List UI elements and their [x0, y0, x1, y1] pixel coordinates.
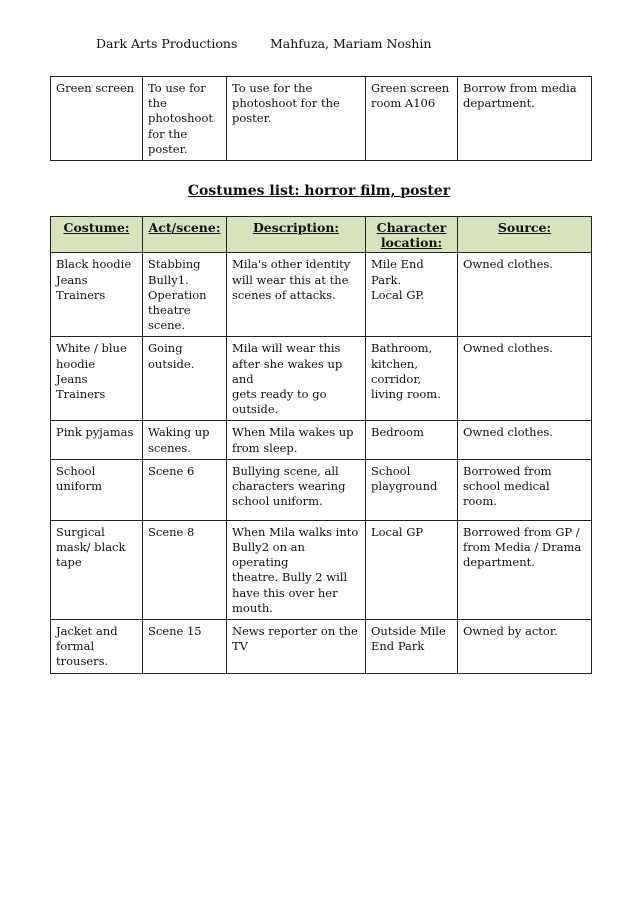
description-cell — [227, 459, 366, 520]
cell-text: room A106 — [371, 96, 436, 111]
cell-text: TV — [232, 639, 248, 654]
cell-text: trousers. — [56, 654, 109, 669]
header-row — [51, 217, 592, 253]
cell-text: Pink pyjamas — [56, 425, 134, 440]
costume-cell — [51, 421, 143, 459]
cell-text: When Mila wakes up — [232, 425, 354, 440]
cell-text: Mila's other identity — [232, 257, 351, 272]
source-cell — [458, 620, 592, 674]
source-cell — [458, 337, 592, 421]
equipment-source-cell — [458, 77, 592, 161]
cell-text: for the — [148, 126, 188, 141]
cell-text: Owned clothes. — [463, 257, 553, 272]
column-header-act-scene: Act/scene: — [143, 217, 227, 253]
table-row — [51, 459, 592, 520]
equipment-item-cell — [51, 77, 143, 161]
author-names: Mahfuza, Mariam Noshin — [270, 36, 432, 51]
scene-cell — [143, 421, 227, 459]
equipment-location-cell — [366, 77, 458, 161]
location-cell — [366, 421, 458, 459]
cell-text: Scene 15 — [148, 624, 202, 639]
scene-cell — [143, 459, 227, 520]
table-row — [51, 337, 592, 421]
cell-text: Green screen — [371, 81, 450, 95]
header-text: location: — [380, 235, 443, 251]
cell-text: White / blue — [56, 341, 127, 356]
cell-text: have this over her — [232, 585, 338, 600]
table-row — [51, 520, 592, 619]
cell-text: mouth. — [232, 600, 273, 615]
cell-text: Outside Mile — [371, 624, 446, 639]
cell-text: scene. — [148, 318, 186, 333]
cell-text: kitchen, — [371, 356, 418, 371]
column-header-source: Source: — [458, 217, 592, 253]
cell-text: playground — [371, 479, 438, 494]
cell-text: Owned clothes. — [463, 425, 553, 440]
cell-text: from Media / Drama — [463, 540, 582, 555]
cell-text: department. — [463, 555, 535, 570]
description-cell — [227, 620, 366, 674]
equipment-description-cell — [227, 77, 366, 161]
cell-text: Scene 6 — [148, 463, 195, 478]
cell-text: corridor, — [371, 371, 422, 386]
costume-cell — [51, 520, 143, 619]
cell-text: Bullying scene, all — [232, 463, 339, 478]
scene-cell — [143, 520, 227, 619]
cell-text: outside. — [232, 402, 279, 417]
cell-text: To use for the — [232, 81, 313, 95]
location-cell — [366, 459, 458, 520]
cell-text: hoodie — [56, 356, 96, 371]
cell-text: from sleep. — [232, 440, 298, 455]
cell-text: Operation — [148, 287, 207, 302]
cell-text: Scene 8 — [148, 524, 195, 539]
cell-text: Surgical — [56, 524, 105, 539]
costumes-table — [50, 216, 592, 674]
cell-text: Borrow from media — [463, 81, 577, 95]
cell-text: the — [148, 96, 167, 111]
company-name: Dark Arts Productions — [96, 36, 238, 51]
description-cell — [227, 253, 366, 337]
cell-text: uniform — [56, 479, 103, 494]
cell-text: Going — [148, 341, 183, 356]
cell-text: Bully2 on an operating — [232, 540, 305, 570]
cell-text: Borrowed from — [463, 463, 552, 478]
cell-text: photoshoot for the — [232, 96, 340, 111]
column-header-costume: Costume: — [51, 217, 143, 253]
cell-text: mask/ black — [56, 540, 126, 555]
column-header-character-location — [366, 217, 458, 253]
location-cell — [366, 620, 458, 674]
cell-text: Black hoodie — [56, 257, 132, 272]
cell-text: End Park — [371, 639, 425, 654]
cell-text: living room. — [371, 387, 441, 402]
cell-text: School — [56, 463, 96, 478]
cell-text: scenes of attacks. — [232, 287, 336, 302]
cell-text: Bathroom, — [371, 341, 433, 356]
costume-cell — [51, 337, 143, 421]
header-text: Character — [376, 220, 447, 235]
cell-text: To use for — [148, 81, 206, 95]
cell-text: Green screen — [56, 81, 135, 95]
cell-text: outside. — [148, 356, 195, 371]
cell-text: after she wakes up and — [232, 356, 343, 386]
column-header-description: Description: — [227, 217, 366, 253]
description-cell — [227, 337, 366, 421]
cell-text: School — [371, 463, 411, 478]
cell-text: Mile End Park. — [371, 257, 424, 287]
cell-text: theatre. Bully 2 will — [232, 570, 348, 585]
cell-text: formal — [56, 639, 95, 654]
source-cell — [458, 253, 592, 337]
cell-text: gets ready to go — [232, 387, 327, 402]
cell-text: photoshoot — [148, 111, 214, 126]
costume-cell — [51, 459, 143, 520]
cell-text: tape — [56, 555, 82, 570]
cell-text: characters wearing — [232, 479, 346, 494]
scene-cell — [143, 620, 227, 674]
cell-text: When Mila walks into — [232, 524, 359, 539]
cell-text: Owned clothes. — [463, 341, 553, 356]
cell-text: school medical room. — [463, 479, 550, 509]
cell-text: News reporter on the — [232, 624, 358, 639]
scene-cell — [143, 337, 227, 421]
table-row — [51, 620, 592, 674]
description-cell — [227, 421, 366, 459]
cell-text: Local GP. — [371, 287, 425, 302]
cell-text: Stabbing — [148, 257, 201, 272]
equipment-purpose-cell — [143, 77, 227, 161]
source-cell — [458, 520, 592, 619]
cell-text: poster. — [232, 111, 272, 126]
cell-text: Mila will wear this — [232, 341, 341, 356]
cell-text: Trainers — [56, 287, 106, 302]
cell-text: Waking up — [148, 425, 210, 440]
cell-text: poster. — [148, 141, 188, 156]
equipment-table — [50, 76, 592, 161]
location-cell — [366, 253, 458, 337]
table-row — [51, 77, 592, 161]
page-header — [96, 36, 598, 54]
location-cell — [366, 337, 458, 421]
scene-cell — [143, 253, 227, 337]
cell-text: Owned by actor. — [463, 624, 558, 639]
location-cell — [366, 520, 458, 619]
cell-text: school uniform. — [232, 494, 323, 509]
cell-text: Bully1. — [148, 272, 189, 287]
description-cell — [227, 520, 366, 619]
section-title: Costumes list: horror film, poster — [187, 183, 451, 199]
costume-cell — [51, 253, 143, 337]
cell-text: Trainers — [56, 387, 106, 402]
cell-text: department. — [463, 96, 535, 111]
cell-text: Bedroom — [371, 425, 424, 440]
table-row — [51, 253, 592, 337]
table-row — [51, 421, 592, 459]
cell-text: Jacket and — [56, 624, 118, 639]
source-cell — [458, 459, 592, 520]
cell-text: Local GP — [371, 524, 424, 539]
cell-text: Borrowed from GP / — [463, 524, 580, 539]
cell-text: Jeans — [56, 371, 88, 386]
cell-text: theatre — [148, 303, 191, 318]
cell-text: will wear this at the — [232, 272, 349, 287]
cell-text: scenes. — [148, 440, 191, 455]
costume-cell — [51, 620, 143, 674]
cell-text: Jeans — [56, 272, 88, 287]
source-cell — [458, 421, 592, 459]
